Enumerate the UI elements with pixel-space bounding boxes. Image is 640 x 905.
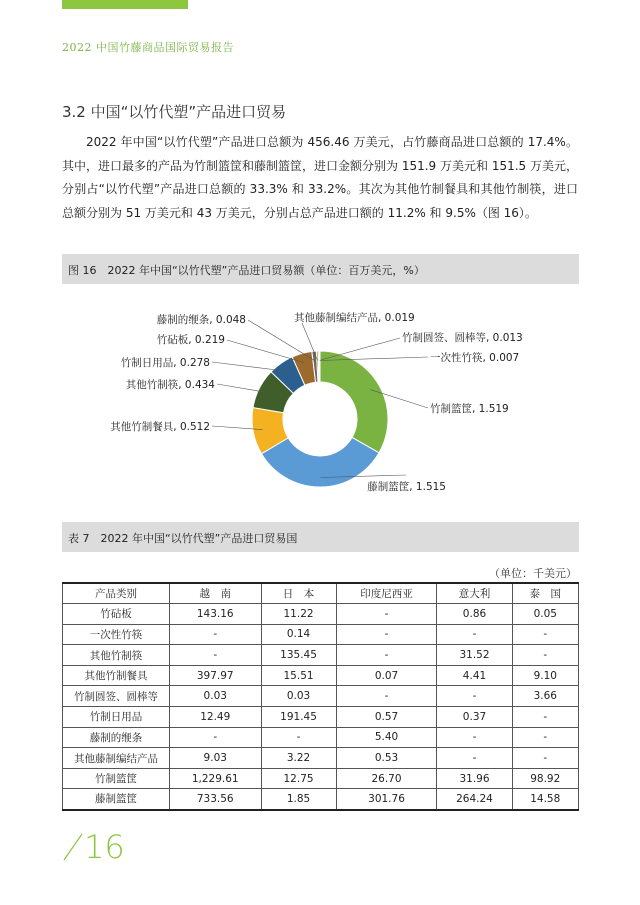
table-row <box>63 768 579 789</box>
value-cell: 98.92 <box>512 768 578 789</box>
table-row <box>63 789 579 810</box>
value-cell: 0.37 <box>437 707 512 728</box>
leader-line <box>248 320 315 361</box>
value-cell: 3.66 <box>512 686 578 707</box>
leader-line <box>212 362 286 371</box>
value-cell: - <box>437 686 512 707</box>
table-row <box>63 624 579 645</box>
table-row <box>63 727 579 748</box>
body-paragraph: 2022 年中国“以竹代塑”产品进口总额为 456.46 万美元，占竹藤商品进口总额的 17.4%。其中，进口最多的产品为竹制篮筐和藤制篮筐，进口金额分别为 151.9 万美元和 151.5 万美元，分别占“以竹代塑”产品进口总额的 33.3% 和 33.2%。其次为其他竹制餐具和其他竹制筷，进口总额分别为 51 万美元和 43 万美元，分别占总产品进口额的 11.2% 和 9.5%（图 16）。 <box>62 135 578 220</box>
value-cell: 11.22 <box>261 604 336 625</box>
table-row <box>63 686 579 707</box>
slice-label: 竹制篮筐, 1.519 <box>430 403 509 415</box>
value-cell: - <box>170 645 262 666</box>
value-cell: 0.03 <box>170 686 262 707</box>
row-label-cell: 竹制圆签、圆棒等 <box>63 686 170 707</box>
value-cell: - <box>512 748 578 769</box>
value-cell: 143.16 <box>170 604 262 625</box>
table-header-row <box>63 583 579 604</box>
value-cell: 0.53 <box>336 748 437 769</box>
table-caption: 表 7 2022 年中国“以竹代塑”产品进口贸易国 <box>68 532 298 545</box>
row-label-cell: 其他竹制筷 <box>63 645 170 666</box>
value-cell: 0.86 <box>437 604 512 625</box>
donut-slice <box>320 351 388 453</box>
value-cell: - <box>336 645 437 666</box>
value-cell: 9.03 <box>170 748 262 769</box>
table-row <box>63 604 579 625</box>
value-cell: 4.41 <box>437 665 512 686</box>
slice-label: 藤制篮筐, 1.515 <box>367 481 446 493</box>
leader-line <box>319 338 400 361</box>
value-cell: - <box>437 748 512 769</box>
header-cell: 越 南 <box>170 583 262 604</box>
table-row <box>63 645 579 666</box>
section-title: 3.2 中国“以竹代塑”产品进口贸易 <box>62 103 287 121</box>
slice-label: 一次性竹筷, 0.007 <box>430 352 520 364</box>
value-cell: - <box>512 707 578 728</box>
value-cell: 0.57 <box>336 707 437 728</box>
value-cell: 15.51 <box>261 665 336 686</box>
value-cell: 0.03 <box>261 686 336 707</box>
row-label-cell: 竹制篮筐 <box>63 768 170 789</box>
value-cell: 191.45 <box>261 707 336 728</box>
value-cell: - <box>261 727 336 748</box>
slice-label: 藤制的缏条, 0.048 <box>156 314 246 326</box>
table-row <box>63 707 579 728</box>
value-cell: 1.85 <box>261 789 336 810</box>
slice-label: 其他藤制编结产品, 0.019 <box>294 312 415 324</box>
header-cell: 意大利 <box>437 583 512 604</box>
header-cell: 日 本 <box>261 583 336 604</box>
value-cell: 301.76 <box>336 789 437 810</box>
header-cell: 印度尼西亚 <box>336 583 437 604</box>
value-cell: 733.56 <box>170 789 262 810</box>
value-cell: 26.70 <box>336 768 437 789</box>
value-cell: 264.24 <box>437 789 512 810</box>
row-label-cell: 一次性竹筷 <box>63 624 170 645</box>
slice-label: 其他竹制餐具, 0.512 <box>110 421 210 433</box>
value-cell: 0.05 <box>512 604 578 625</box>
value-cell: - <box>437 727 512 748</box>
value-cell: 9.10 <box>512 665 578 686</box>
value-cell: 3.22 <box>261 748 336 769</box>
header-cell: 泰 国 <box>512 583 578 604</box>
value-cell: - <box>512 727 578 748</box>
row-label-cell: 竹砧板 <box>63 604 170 625</box>
table-row <box>63 748 579 769</box>
value-cell: 0.07 <box>336 665 437 686</box>
slice-label: 其他竹制筷, 0.434 <box>125 379 215 391</box>
value-cell: - <box>336 624 437 645</box>
row-label-cell: 藤制篮筐 <box>63 789 170 810</box>
table-row <box>63 665 579 686</box>
value-cell: 12.75 <box>261 768 336 789</box>
value-cell: - <box>512 645 578 666</box>
row-label-cell: 其他竹制餐具 <box>63 665 170 686</box>
value-cell: 31.52 <box>437 645 512 666</box>
value-cell: - <box>336 604 437 625</box>
slice-label: 竹制圆签、圆棒等, 0.013 <box>402 332 523 344</box>
leader-line <box>227 340 304 363</box>
import-table <box>62 582 579 811</box>
running-header: 2022 中国竹藤商品国际贸易报告 <box>62 41 234 54</box>
slice-label: 竹制日用品, 0.278 <box>120 357 210 369</box>
value-cell: 135.45 <box>261 645 336 666</box>
row-label-cell: 竹制日用品 <box>63 707 170 728</box>
page-number: 16 <box>84 828 125 866</box>
value-cell: 31.96 <box>437 768 512 789</box>
value-cell: - <box>437 624 512 645</box>
figure-caption: 图 16 2022 年中国“以竹代塑”产品进口贸易额（单位：百万美元，%） <box>68 264 425 277</box>
value-cell: - <box>512 624 578 645</box>
value-cell: 1,229.61 <box>170 768 262 789</box>
value-cell: 0.14 <box>261 624 336 645</box>
slice-label: 竹砧板, 0.219 <box>156 334 225 346</box>
table-unit-note: （单位：千美元） <box>489 567 577 580</box>
top-accent-bar <box>62 0 188 9</box>
value-cell: 12.49 <box>170 707 262 728</box>
donut-chart <box>62 295 579 515</box>
value-cell: - <box>170 727 262 748</box>
donut-slice <box>319 351 320 382</box>
body-text <box>62 131 578 225</box>
page-number-slash <box>60 832 84 862</box>
header-cell: 产品类别 <box>63 583 170 604</box>
value-cell: 397.97 <box>170 665 262 686</box>
value-cell: 5.40 <box>336 727 437 748</box>
value-cell: - <box>170 624 262 645</box>
row-label-cell: 藤制的缏条 <box>63 727 170 748</box>
donut-slice <box>262 437 379 487</box>
value-cell: - <box>336 686 437 707</box>
value-cell: 14.58 <box>512 789 578 810</box>
row-label-cell: 其他藤制编结产品 <box>63 748 170 769</box>
